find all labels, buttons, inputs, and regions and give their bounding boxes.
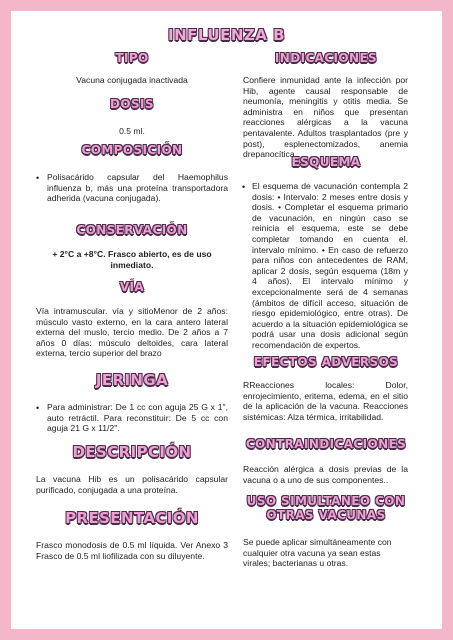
heading-descripcion: DESCRIPCIÓN: [72, 443, 192, 461]
jeringa-text: Para administrar: De 1 cc con aguja 25 G x 1", auto retráctil. Para reconstituir: De 5 cc con aguja 21 G x 11/2".: [47, 402, 228, 434]
heading-contraindicaciones: CONTRAINDICACIONES: [245, 437, 407, 451]
presentacion-text: Frasco monodosis de 0.5 ml líquida. Ver Anexo 3 Frasco de 0.5 ml liofilizada con su diluyente.: [36, 540, 228, 561]
efectos-text: RReacciones locales: Dolor, enrojecimiento, eritema, edema, en el sitio de la aplicación de la vacuna. Reacciones sistémicas: Alza térmica, irritabilidad.: [243, 380, 408, 422]
heading-via: VÍA: [119, 280, 145, 294]
tipo-text: Vacuna conjugada inactivada: [76, 75, 188, 85]
heading-efectos-adversos: EFECTOS ADVERSOS: [253, 355, 399, 369]
via-text: Vía intramuscular. vía y sitioMenor de 2 años: músculo vasto externo, en la cara antero lateral externa del muslo, tercio medio. De 2 años a 7 años 0 días: músculo deltoides, cara lateral externa, tercio superior del brazo: [36, 306, 228, 359]
heading-uso-simultaneo: USO SIMULTANEO CON OTRAS VACUNAS: [246, 494, 406, 522]
bullet-icon: •: [36, 403, 40, 413]
bullet-icon: •: [36, 173, 40, 183]
heading-presentacion: PRESENTACIÓN: [65, 509, 199, 527]
heading-conservacion: CONSERVACIÓN: [76, 223, 188, 237]
dosis-text: 0.5 ml.: [119, 126, 145, 136]
esquema-text: El esquema de vacunación contempla 2 dosis: • Intervalo: 2 meses entre dosis y dosis. • Completar el esquema primario de vacunación, en ningún caso se reinicia el esquema, este se debe completar tomando en cuenta el. intervalo mínimo. • En caso de refuerzo para niños con antecedentes de RAM, aplicar 2 dosis, según esquema (18m y 4 años). El intervalo mínimo y excepcionalmente será de 4 semanas (ámbitos de difícil acceso, situación de riesgo epidemiológico, entre otras). De acuerdo a la situación epidemiológica se podrá usar una dosis adicional según recomendación de expertos.: [252, 181, 408, 350]
heading-composicion: COMPOSICIÓN: [81, 143, 183, 157]
composicion-text: Polisacárido capsular del Haemophilus influenza b, más una proteína transportadora adherida (vacuna conjugada).: [47, 172, 228, 204]
uso-simultaneo-text: Se puede aplicar simultáneamente con cualquier otra vacuna ya sean estas virales; bacterianas u otras.: [243, 537, 392, 569]
contraindicaciones-text: Reacción alérgica a dosis previas de la vacuna o a uno de sus componentes..: [243, 464, 408, 485]
descripcion-text: La vacuna Hib es un polisacárido capsular purificado, conjugada a una proteína.: [36, 474, 228, 495]
heading-esquema: ESQUEMA: [291, 155, 361, 169]
heading-indicaciones: INDICACIONES: [274, 51, 378, 65]
conservacion-text: + 2°C a +8°C. Frasco abierto, es de uso inmediato.: [52, 249, 212, 270]
heading-tipo: TIPO: [115, 51, 149, 65]
heading-jeringa: JERINGA: [95, 371, 169, 389]
bullet-icon: •: [242, 182, 246, 192]
indicaciones-text: Confiere inmunidad ante la infección por Hib, agente causal responsable de neumonía, meningitis y otitis media. Se administra en niños que presentan reacciones alérgicas a la vacuna pentavalente. Adultos trasplantados (pre y post), esplenectomizados, anemia drepanocítica.: [243, 75, 408, 160]
page-title: INFLUENZA B: [167, 26, 286, 44]
heading-dosis: DOSIS: [110, 97, 154, 111]
